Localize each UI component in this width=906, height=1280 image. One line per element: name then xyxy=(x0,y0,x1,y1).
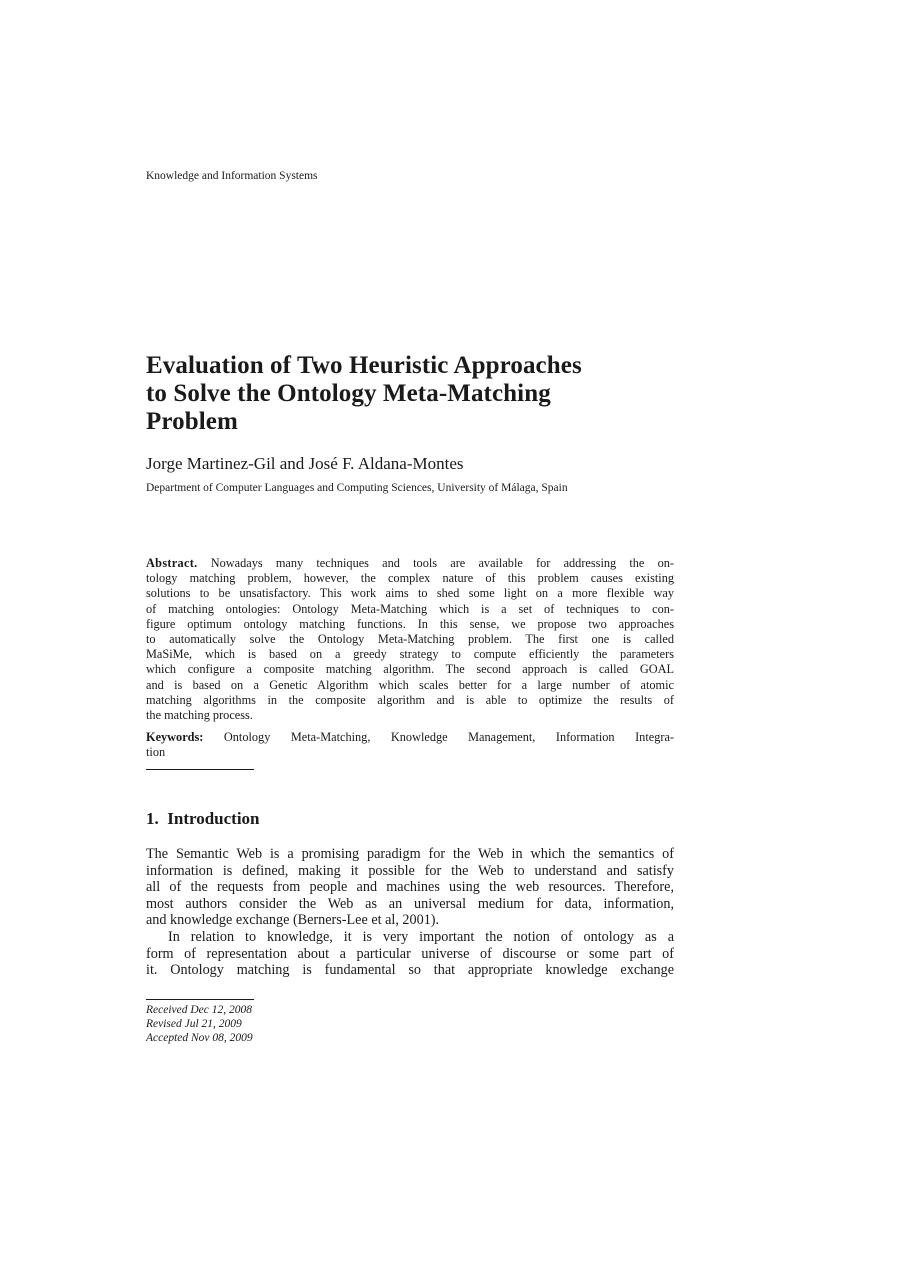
body-line: most authors consider the Web as an universal medium for data, information, xyxy=(146,895,674,912)
section-title: Introduction xyxy=(167,809,260,828)
abstract-line: the matching process. xyxy=(146,707,253,722)
body-line: all of the requests from people and machines using the web resources. Therefore, xyxy=(146,879,674,896)
journal-name: Knowledge and Information Systems xyxy=(146,170,318,182)
author-list: Jorge Martinez-Gil and José F. Aldana-Montes xyxy=(146,454,464,473)
abstract-line: matching algorithms in the composite algorithm and is able to optimize the results of xyxy=(146,692,674,707)
body-line: and knowledge exchange (Berners-Lee et al, 2001). xyxy=(146,912,440,929)
keywords xyxy=(146,730,674,760)
abstract xyxy=(146,556,674,760)
abstract-line: to automatically solve the Ontology Meta-Matching problem. The first one is called xyxy=(146,631,674,646)
title-line: Problem xyxy=(146,408,238,435)
paper-title xyxy=(146,352,686,436)
abstract-label: Abstract. xyxy=(146,556,198,570)
abstract-line: and is based on a Genetic Algorithm which scales better for a large number of atomic xyxy=(146,677,674,692)
accepted-date: Accepted Nov 08, 2009 xyxy=(146,1032,253,1044)
submission-dates xyxy=(146,1003,253,1045)
abstract-line: of matching ontologies: Ontology Meta-Matching which is a set of techniques to con- xyxy=(146,601,674,616)
abstract-line: tology matching problem, however, the complex nature of this problem causes existing xyxy=(146,571,674,586)
revised-date: Revised Jul 21, 2009 xyxy=(146,1018,242,1030)
keywords-line: tion xyxy=(146,745,166,760)
abstract-line: MaSiMe, which is based on a greedy strategy to compute efficiently the parameters xyxy=(146,647,674,662)
keywords-line: Keywords: Ontology Meta-Matching, Knowledge Management, Information Integra- xyxy=(146,730,674,745)
body-line: In relation to knowledge, it is very important the notion of ontology as a xyxy=(168,928,674,945)
received-date: Received Dec 12, 2008 xyxy=(146,1004,253,1016)
section-number: 1. xyxy=(146,809,159,828)
footnote-divider xyxy=(146,999,254,1000)
body-line: The Semantic Web is a promising paradigm for the Web in which the semantics of xyxy=(146,846,674,862)
abstract-line: solutions to be unsatisfactory. This work aims to shed some light on a more flexible way xyxy=(146,586,674,601)
abstract-line: Abstract. Nowadays many techniques and tools are available for addressing the on- xyxy=(146,556,674,570)
title-line: to Solve the Ontology Meta-Matching xyxy=(146,380,551,407)
affiliation: Department of Computer Languages and Computing Sciences, University of Málaga, Spain xyxy=(146,482,568,494)
abstract-divider xyxy=(146,769,254,770)
body-line: it. Ontology matching is fundamental so that appropriate knowledge exchange xyxy=(146,962,674,979)
keywords-label: Keywords: xyxy=(146,730,204,745)
section-heading xyxy=(146,809,260,829)
abstract-line: which configure a composite matching algorithm. The second approach is called GOAL xyxy=(146,662,674,677)
body-line: information is defined, making it possible for the Web to understand and satisfy xyxy=(146,862,674,879)
abstract-line: figure optimum ontology matching functions. In this sense, we propose two approaches xyxy=(146,616,674,631)
title-line: Evaluation of Two Heuristic Approaches xyxy=(146,352,582,379)
introduction-body xyxy=(146,846,674,979)
body-line: form of representation about a particular universe of discourse or some part of xyxy=(146,945,674,962)
